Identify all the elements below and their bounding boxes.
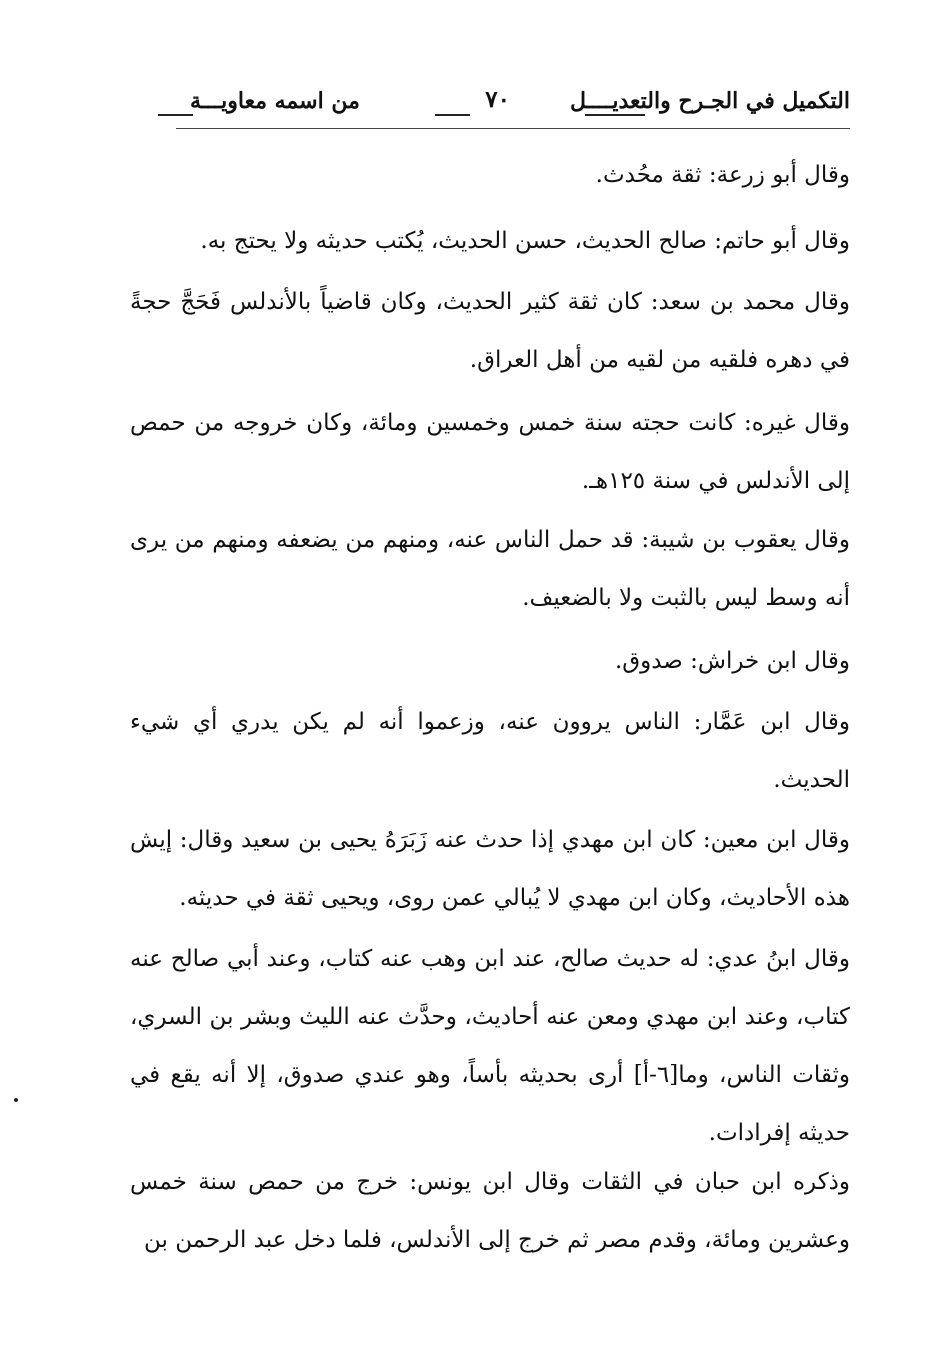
paragraph-ibn-adi: وقال ابنُ عدي: له حديث صالح، عند ابن وهب عنه كتاب، وعند أبي صالح عنه كتاب، وعند ابن مهدي ومعن عنه أحاديث، وحدَّث عنه الليث وبشر بن السري، وثقات الناس، وما[٦-أ] أرى بحديثه بأساً، وهو عندي صدوق، إلا أنه يقع في حديثه إفرادات.	[130, 946, 850, 1146]
header-dash	[435, 114, 470, 116]
paragraph-abu-zurah: وقال أبو زرعة: ثقة محُدث.	[595, 162, 850, 188]
header-dash	[158, 114, 193, 116]
paragraph-ibn-ammar: وقال ابن عَمَّار: الناس يروون عنه، وزعموا أنه لم يكن يدري أي شيء الحديث.	[130, 709, 850, 793]
paragraph-ibn-hibban: وذكره ابن حبان في الثقات وقال ابن يونس: خرج من حمص سنة خمس وعشرين ومائة، وقدم مصر ثم خرج إلى الأندلس، فلما دخل عبد الرحمن بن	[130, 1169, 850, 1253]
header-book-title: التكميل في الجـرح والتعديــــل	[569, 88, 850, 114]
paragraph-ibn-main: وقال ابن معين: كان ابن مهدي إذا حدث عنه زَبَرَهُ يحيى بن سعيد وقال: إيش هذه الأحاديث، وكان ابن مهدي لا يُبالي عمن روى، ويحيى ثقة في حديثه.	[130, 827, 850, 911]
paragraph-ibn-sad: وقال محمد بن سعد: كان ثقة كثير الحديث، وكان قاضياً بالأندلس فَحَجَّ حجةً في دهره فلقيه من لقيه من أهل العراق.	[130, 289, 850, 373]
paragraph-abu-hatim: وقال أبو حاتم: صالح الحديث، حسن الحديث، يُكتب حديثه ولا يحتج به.	[200, 228, 850, 254]
paragraph-ghairuh: وقال غيره: كانت حجته سنة خمس وخمسين ومائة، وكان خروجه من حمص إلى الأندلس في سنة ١٢٥هـ.	[130, 410, 850, 494]
header-rule	[176, 128, 850, 129]
paragraph-yaqub-ibn-shaybah: وقال يعقوب بن شيبة: قد حمل الناس عنه، ومنهم من يضعفه ومنهم من يرى أنه وسط ليس بالثبت ولا بالضعيف.	[130, 527, 850, 611]
header-dash	[585, 114, 645, 116]
margin-speck	[14, 1098, 18, 1102]
running-header	[150, 82, 850, 130]
header-entry-name: من اسمه معاويـــة	[190, 88, 360, 114]
paragraph-ibn-khirash: وقال ابن خراش: صدوق.	[614, 648, 850, 674]
page-number: ٧٠	[485, 86, 510, 113]
